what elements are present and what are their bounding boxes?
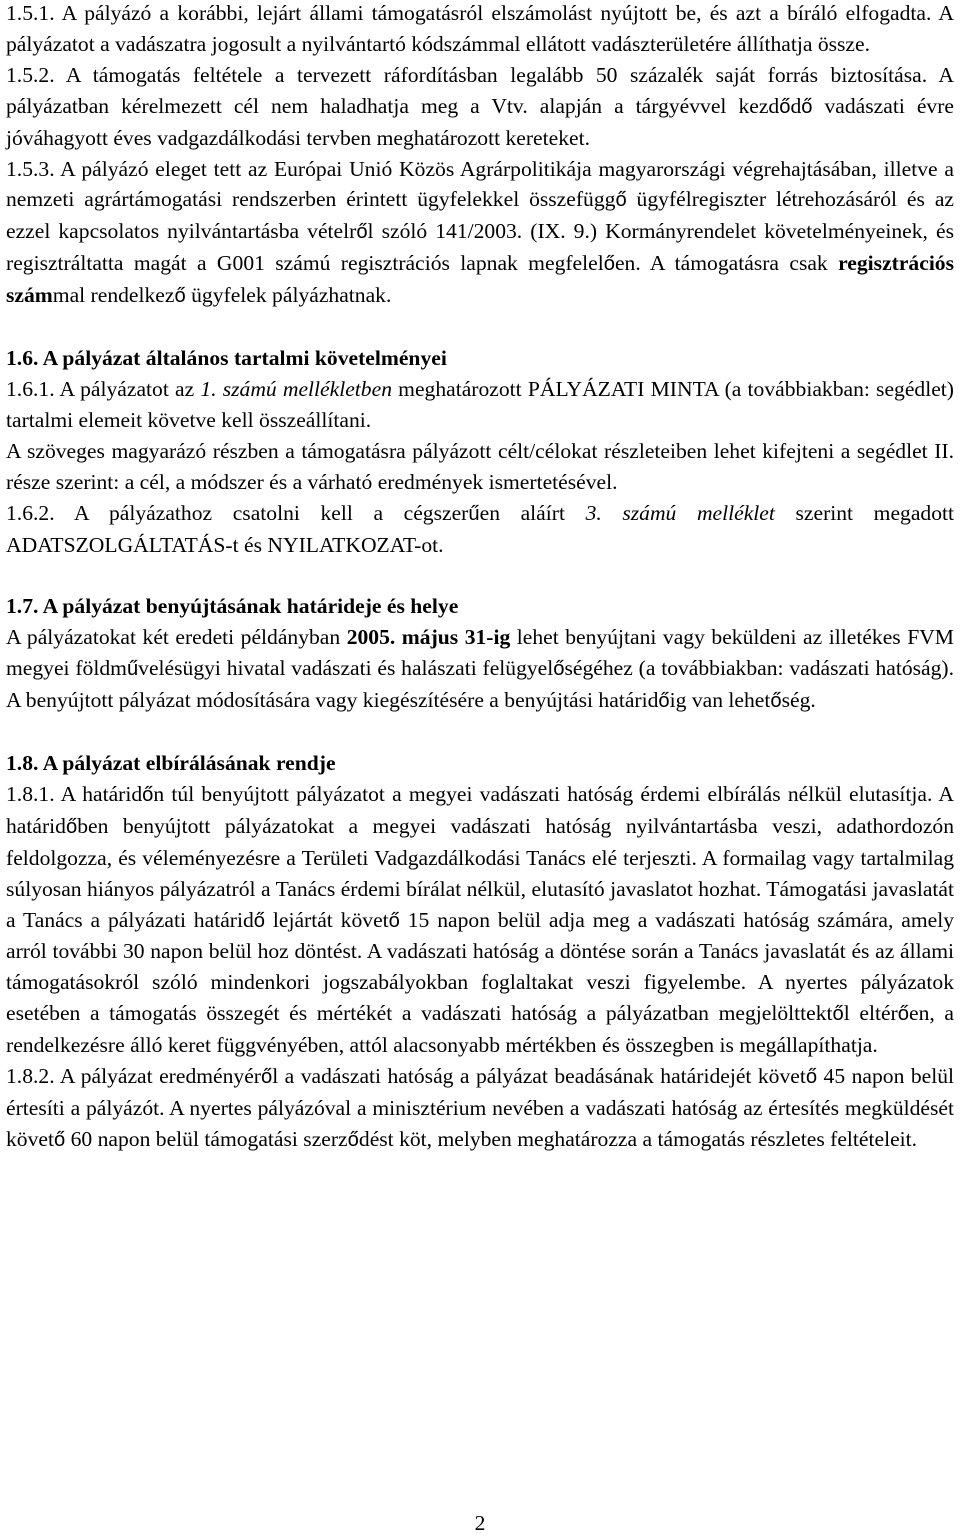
paragraph-text: szerint megadott ADATSZOLGÁLTATÁS-t és NYILATKOZAT-ot. — [6, 500, 955, 557]
special-char: ő — [603, 253, 615, 276]
paragraph-text: velésügyi hivatal vadászati és halászati felügyel — [138, 656, 554, 681]
paragraph-text: ig van lehet — [669, 688, 771, 713]
paragraph-text: 1.5.3. A pályázó eleget tett az Európai Unió Közös Agrárpolitikája magyarországi végrehajtásában, illetve a nemzeti agrártámogatási rendszerben érintett ügyfelekkel összefügg — [6, 156, 954, 212]
special-char: ő — [347, 1128, 359, 1151]
paragraph-1-6-1 — [6, 374, 954, 436]
special-char: ő — [65, 815, 78, 838]
paragraph-text: ben benyújtott pályázatokat a megyei vadászati hatóság nyilvántartásba veszi, adathordozón feldolgozza, és véleményezésre a Területi Vadgazdálkodási Tanács elé terjeszti. A formailag vagy tartalmilag súlyosan hiányos pályázatról a Tanács érdemi bírálat nélkül, elutasító javaslatot hozhat. Támogatási javaslatát a Tanács a pályázati határid — [6, 813, 954, 932]
paragraph-text: A pályázatokat két eredeti példányban — [6, 625, 347, 650]
section-heading-1-6: 1.6. A pályázat általános tartalmi követelményei — [6, 346, 447, 371]
special-char: ő — [53, 1128, 66, 1151]
italic-text: 3. számú melléklet — [585, 500, 775, 525]
special-char: ű — [126, 658, 139, 681]
special-char: ő — [553, 658, 565, 681]
bold-text: 2005. május 31-ig — [346, 625, 511, 650]
spacer — [6, 717, 954, 748]
paragraph-text: 15 napon belül adja meg a vadászati hatóság számára, amely arról további 30 napon belül hoz döntést. A vadászati hatóság a döntése során a Tanács javaslatát és az állami támogatásokról szóló mindenkori jogszabályokban foglaltakat veszi figyelembe. A nyertes pályázatok esetében a támogatás összegét és mértékét a vadászati hatóság a pályázatban megjelölttekt — [6, 907, 955, 1026]
special-char: ő — [770, 690, 782, 713]
italic-text: 1. számú mellékletben — [200, 376, 392, 401]
paragraph-text: en aláírt — [479, 500, 586, 525]
paragraph-1-8-1 — [6, 779, 954, 1061]
paragraph-text: l szóló 141/2003. (IX. 9.) Kormányrendelet követelményeinek, és regisztráltatta magát a G001 számú regisztrációs lapnak megfelel — [6, 219, 954, 276]
paragraph-text: 60 napon belül támogatási szerz — [65, 1126, 348, 1151]
page-number: 2 — [474, 1511, 486, 1535]
paragraph-1-8-2 — [6, 1061, 954, 1156]
section-heading-1-7: 1.7. A pályázat benyújtásának határideje és helye — [6, 594, 459, 619]
paragraph-1-6-2 — [6, 498, 954, 561]
paragraph-text: d — [790, 93, 802, 118]
paragraph-text: 1.6.1. A pályázatot az — [6, 376, 201, 401]
paragraph-text: 1.8.1. A határid — [6, 781, 143, 806]
paragraph-1-5-1 — [6, 0, 954, 60]
document-body — [6, 0, 954, 1156]
paragraph-text: n túl benyújtott pályázatot a megyei vadászati hatóság érdemi elbírálás nélkül elutasítja. A határid — [6, 781, 955, 838]
special-char: ő — [388, 909, 400, 932]
paragraph-text: ügyfélregiszter létrehozásáról és az ezzel kapcsolatos nyilvántartásba vételr — [6, 187, 954, 244]
special-char: ő — [356, 221, 368, 244]
paragraph-text: 1.5.1. A pályázó a korábbi, lejárt állami támogatásról elszámolást nyújtott be, és azt a bíráló elfogadta. A pályázatot a vadászatra jogosult a nyilvántartó kódszámmal ellátott vadászterületére állíthatja össze. — [6, 1, 954, 56]
special-char: ű — [468, 502, 480, 525]
paragraph-text: dést köt, melyben meghatározza a támogatás részletes feltételeit. — [358, 1126, 918, 1151]
spacer — [6, 312, 954, 343]
special-char: ő — [658, 690, 670, 713]
spacer — [6, 560, 954, 591]
special-char: ő — [801, 95, 813, 118]
special-char: ő — [779, 95, 791, 118]
paragraph-text: 1.8.2. A pályázat eredményér — [6, 1064, 261, 1089]
paragraph-text: en. A támogatásra csak — [614, 251, 839, 276]
paragraph-text: ügyfelek pályázhatnak. — [185, 283, 392, 308]
special-char: ő — [174, 285, 186, 308]
special-char: ő — [805, 1066, 818, 1089]
paragraph-text: mal rendelkez — [52, 283, 175, 308]
bold-text: regisztrációs szám — [6, 251, 955, 308]
paragraph-text: ségéhez (a továbbiakban: vadászati hatóság). A benyújtott pályázat módosítására vagy kiegészítésére a benyújtási határid — [6, 656, 954, 713]
special-char: ő — [253, 909, 265, 932]
paragraph-text: meghatározott PÁLYÁZATI MINTA (a továbbiakban: segédlet) tartalmi elemeit követve kell összeállítani. — [6, 376, 954, 432]
paragraph-text: en, a rendelkezésre álló keret függvényében, attól alacsonyabb mértékben és összegben is megállapíthatja. — [6, 1001, 954, 1058]
paragraph-text: 45 napon belül értesíti a pályázót. A nyertes pályázóval a minisztérium nevében a vadászati hatóság az értesítés megküldését követ — [6, 1064, 954, 1151]
paragraph-1-5-3 — [6, 154, 954, 313]
special-char: ő — [897, 1003, 909, 1026]
paragraph-text: lejártát követ — [265, 907, 389, 932]
paragraph-text: vadászati évre jóváhagyott éves vadgazdálkodási tervben meghatározott kereteket. — [6, 93, 954, 150]
special-char: ő — [615, 189, 627, 212]
paragraph-1-7 — [6, 622, 954, 717]
paragraph-text: l eltér — [843, 1001, 898, 1026]
paragraph-text: lehet benyújtani vagy beküldeni az illetékes FVM megyei földm — [6, 625, 954, 681]
paragraph-1-5-2 — [6, 60, 954, 154]
special-char: ő — [832, 1003, 844, 1026]
paragraph-text: ség. — [781, 688, 816, 713]
paragraph-text: 1.5.2. A támogatás feltétele a tervezett ráfordításban legalább 50 százalék saját forrás biztosítása. A pályázatban kérelmezett cél nem haladhatja meg a Vtv. alapján a tárgyévvel kezd — [6, 62, 954, 118]
paragraph-text: l a vadászati hatóság a pályázat beadásának határidejét követ — [272, 1064, 806, 1089]
paragraph-text: 1.6.2. A pályázathoz csatolni kell a cégszer — [6, 500, 469, 525]
paragraph-text: A szöveges magyarázó részben a támogatásra pályázott célt/célokat részleteiben lehet kifejteni a segédlet II. része szerint: a cél, a módszer és a várható eredmények ismertetésével. — [6, 438, 954, 494]
paragraph-1-6-1b — [6, 436, 954, 498]
special-char: ő — [142, 783, 154, 806]
section-heading-1-8: 1.8. A pályázat elbírálásának rendje — [6, 751, 336, 776]
special-char: ő — [261, 1066, 273, 1089]
